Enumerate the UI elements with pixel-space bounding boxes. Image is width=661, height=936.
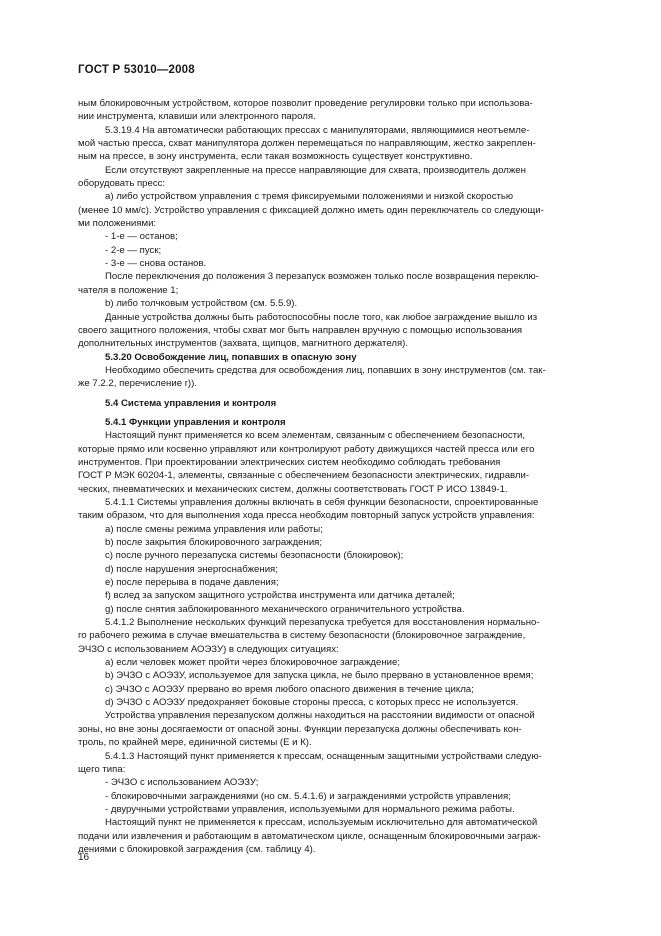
text-line: дополнительных инструментов (захвата, щипцов, магнитного держателя).	[78, 338, 409, 350]
text-line: ЭЧЗО с использованием АОЭЗУ) в следующих ситуациях:	[78, 643, 339, 655]
list-item: е) после перерыва в подаче давления;	[105, 577, 279, 589]
text-line: ми положениями:	[78, 218, 157, 230]
clause-5-4-1-2: 5.4.1.2 Выполнение нескольких функций перезапуска требуется для восстановления нормально-	[105, 617, 540, 629]
list-item: а) после смены режима управления или работы;	[105, 523, 323, 535]
document-header: ГОСТ Р 53010—2008	[78, 64, 195, 76]
text-line: дениями с блокировкой заграждения (см. таблицу 4).	[78, 843, 316, 855]
text-line: которые прямо или косвенно управляют или контролируют работу движущихся частей пресса или его	[78, 443, 535, 455]
text-line: таким образом, что для выполнения хода пресса необходим повторный запуск устройств управления:	[78, 510, 535, 522]
section-heading-5-4-1: 5.4.1 Функции управления и контроля	[105, 416, 286, 428]
text-line: ческих, пневматических и механических систем, должны соответствовать ГОСТ Р ИСО 13849-1.	[78, 483, 508, 495]
list-item: b) после закрытия блокировочного заграждения;	[105, 537, 323, 548]
text-line: Устройства управления перезапуском должны находиться на расстоянии видимости от опасной	[105, 710, 535, 722]
list-item: а) если человек может пройти через блокировочное заграждение;	[105, 657, 401, 669]
dash-item: - 1-е — останов;	[105, 231, 178, 243]
text-line: го рабочего режима в случае вмешательства в систему безопасности (блокировочное заграждение,	[78, 630, 526, 642]
text-line: троль, по крайней мере, единичной системы (Е и К).	[78, 737, 312, 749]
text-line: чателя в положение 1;	[78, 284, 179, 296]
list-item: b) либо толчковым устройством (см. 5.5.9).	[105, 298, 298, 310]
text-line: нии инструмента, клавиши или электронного пароля.	[78, 111, 316, 123]
list-item: b) ЭЧЗО с АОЭЗУ, используемое для запуска цикла, не было прервано в установленное время;	[105, 670, 534, 682]
text-line: После переключения до положения 3 перезапуск возможен только после возвращения переклю-	[105, 271, 539, 283]
text-line: мой частью пресса, схват манипулятора должен перемещаться по направляющим, жестко закреплен-	[78, 138, 536, 150]
text-line: своего защитного положения, чтобы схват мог быть направлен вручную с помощью использования	[78, 324, 523, 336]
text-line: (менее 10 мм/с). Устройство управления с фиксацией должно иметь один переключатель со следующи-	[78, 204, 544, 216]
clause-5-4-1-1: 5.4.1.1 Системы управления должны включать в себя функции безопасности, спроектированные	[105, 496, 539, 508]
text-line: же 7.2.2, перечисление r)).	[78, 378, 197, 390]
text-line: ГОСТ Р МЭК 60204-1, элементы, связанные с обеспечением безопасности электрических, гидравли-	[78, 470, 530, 482]
list-item: g) после снятия заблокированного механического ограничительного устройства.	[105, 603, 465, 615]
list-item: с) ЭЧЗО с АОЭЗУ прервано во время любого опасного движения в течение цикла;	[105, 683, 474, 695]
text-line: щего типа:	[78, 763, 126, 775]
dash-item: - 2-е — пуск;	[105, 244, 162, 256]
clause-5-3-19-4: 5.3.19.4 На автоматически работающих прессах с манипуляторами, являющимися неотъемле-	[105, 124, 530, 136]
section-heading-5-3-20: 5.3.20 Освобождение лиц, попавших в опасную зону	[105, 351, 357, 363]
list-item: f) вслед за запуском защитного устройства инструмента или датчика деталей;	[105, 590, 455, 602]
dash-item: - 3-е — снова останов.	[105, 258, 207, 270]
clause-5-4-1-3: 5.4.1.3 Настоящий пункт применяется к прессам, оснащенным защитными устройствами следую-	[105, 750, 542, 762]
document-body	[78, 97, 623, 856]
list-item: d) ЭЧЗО с АОЭЗУ предохраняет боковые стороны пресса, с которых пресс не используется.	[105, 697, 519, 709]
text-line: оборудовать пресс:	[78, 178, 166, 190]
list-item: d) после нарушения энергоснабжения;	[105, 563, 278, 575]
section-heading-5-4: 5.4 Система управления и контроля	[105, 397, 277, 409]
text-line: ным на прессе, в зону инструмента, если такая возможность существует конструктивно.	[78, 151, 473, 163]
text-line: инструментов. При проектировании электрических систем необходимо соблюдать требования	[78, 456, 501, 468]
list-item: а) либо устройством управления с тремя фиксируемыми положениями и низкой скоростью	[105, 191, 514, 203]
dash-item: - блокировочными заграждениями (но см. 5.4.1.6) и заграждениями устройств управления;	[105, 790, 511, 802]
text-line: Если отсутствуют закрепленные на прессе направляющие для схвата, производитель должен	[105, 164, 526, 176]
text-line: ным блокировочным устройством, которое позволит проведение регулировки только при использова-	[78, 98, 533, 109]
text-line: Настоящий пункт не применяется к прессам, используемым исключительно для автоматической	[105, 817, 538, 829]
text-line: Данные устройства должны быть работоспособны после того, как любое заграждение вышло из	[105, 311, 538, 323]
text-line: подачи или извлечения и работающим в автоматическом цикле, оснащенным блокировочными заграж-	[78, 830, 541, 842]
dash-item: - двуручными устройствами управления, используемыми для нормального режима работы.	[105, 803, 515, 815]
text-line: Необходимо обеспечить средства для освобождения лиц, попавших в зону инструментов (см. так-	[105, 364, 546, 376]
dash-item: - ЭЧЗО с использованием АОЭЗУ;	[105, 777, 259, 789]
list-item: с) после ручного перезапуска системы безопасности (блокировок);	[105, 550, 404, 562]
text-line: Настоящий пункт применяется ко всем элементам, связанным с обеспечением безопасности,	[105, 430, 526, 442]
text-line: зоны, но вне зоны досягаемости от опасной зоны. Функции перезапуска должны обеспечивать кон-	[78, 723, 522, 735]
page-number: 16	[78, 852, 90, 863]
